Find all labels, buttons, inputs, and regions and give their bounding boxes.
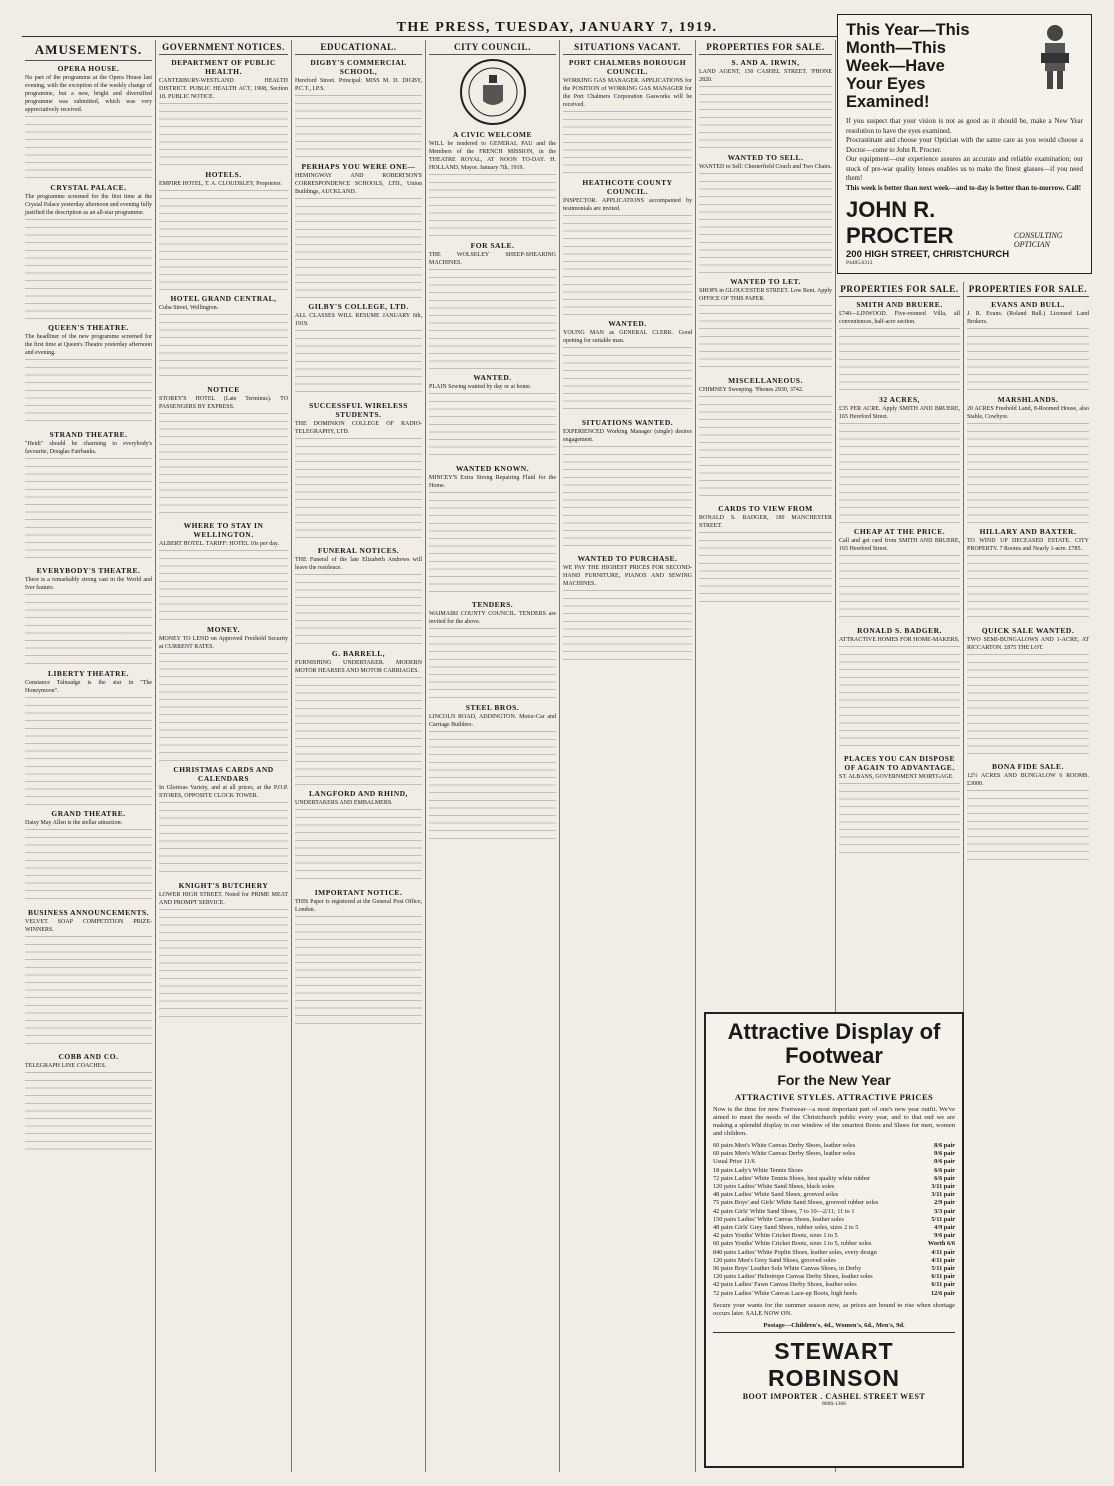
small-print-texture — [295, 681, 422, 786]
ad-title: SMITH AND BRUERE. — [856, 300, 943, 309]
ad-body: LAND AGENT, 150 CASHEL STREET. 'PHONE 2820. — [699, 68, 832, 87]
item-name: 48 pairs Ladies' White Sand Shoes, grooved soles — [713, 1191, 839, 1199]
item-price: Worth 6/6 — [927, 1240, 955, 1248]
ad-body: £740—LINWOOD. Five-roomed Villa, all conveniences, half-acre section. — [839, 310, 960, 329]
ad-title: FUNERAL NOTICES. — [317, 546, 400, 555]
ad-body: ST. ALBANS, GOVERNMENT MORTGAGE. — [839, 773, 960, 784]
ad-title: WHERE TO STAY IN WELLINGTON. — [183, 521, 264, 539]
ad-title: LIBERTY THEATRE. — [48, 669, 129, 678]
ad-body: FURNISHING UNDERTAKER. MODERN MOTOR HEARSES AND MOTOR CARRIAGES. — [295, 659, 422, 678]
column-government-notices — [156, 40, 292, 1472]
ad-title: NOTICE — [207, 385, 240, 394]
small-print-texture — [295, 334, 422, 398]
item-name: 840 pairs Ladies' White Poplin Shoes, leather soles, every design — [713, 1248, 877, 1256]
small-print-texture — [159, 913, 288, 1022]
small-print-texture — [563, 351, 692, 415]
ad-title: WANTED KNOWN. — [455, 464, 530, 473]
section-heading: SITUATIONS VACANT. — [563, 42, 692, 55]
item-name: 42 pairs Youths' White Cricket Boots, sizes 1 to 5 — [713, 1232, 838, 1240]
ad-body: INSPECTOR. APPLICATIONS accompanied by testimonials are invited. — [563, 197, 692, 216]
price-list-item — [713, 1199, 955, 1207]
small-print-texture — [429, 735, 556, 840]
ad-body: THE Funeral of the late Elizabeth Andrews will leave the residence. — [295, 556, 422, 575]
item-name: 18 pairs Lady's White Tennis Shoes — [713, 1166, 803, 1174]
ad-title: WANTED. — [608, 319, 647, 328]
ad-body: CHIMNEY Sweeping. 'Phones 2930, 3742. — [699, 386, 832, 397]
small-print-texture — [563, 450, 692, 551]
ad-title: HILLARY AND BAXTER. — [979, 527, 1077, 536]
ad-title: SUCCESSFUL WIRELESS STUDENTS. — [309, 401, 408, 419]
footwear-postage: Postage—Children's, 4d., Women's, 6d., Men's, 9d. — [763, 1321, 905, 1329]
column-properties-3 — [964, 282, 1092, 1472]
footwear-brand: STEWART ROBINSON — [768, 1337, 900, 1391]
small-print-texture — [429, 632, 556, 700]
procter-address: 200 HIGH STREET, CHRISTCHURCH — [846, 249, 1010, 260]
ad-title: S. AND A. IRWIN, — [731, 58, 800, 67]
ad-body: EXPERIENCED Working Manager (single) desires engagement. — [563, 428, 692, 447]
ad-body: TELEGRAPH LINE COACHES. — [25, 1062, 152, 1073]
price-list-item — [713, 1175, 955, 1183]
small-print-texture — [25, 120, 152, 180]
ad-body: THIS Paper is registered at the General Post Office, London. — [295, 898, 422, 917]
ad-title: TENDERS. — [471, 600, 514, 609]
small-print-texture — [563, 115, 692, 175]
item-price: 2/9 pair — [934, 1199, 955, 1207]
ad-title: HEATHCOTE COUNTY COUNCIL. — [582, 178, 673, 196]
footwear-ad — [704, 1012, 964, 1468]
ad-title: GILBY'S COLLEGE, LTD. — [308, 302, 409, 311]
column-city-council — [426, 40, 560, 1472]
headline-line: Your Eyes — [846, 75, 926, 93]
column-content — [429, 130, 556, 840]
item-price: 4/9 pair — [934, 1224, 955, 1232]
ad-body: Hereford Street. Principal: MISS M. D. DIGBY, P.C.T., I.P.S. — [295, 77, 422, 96]
ad-title: GRAND THEATRE. — [51, 809, 126, 818]
item-name: 120 pairs Men's Grey Sand Shoes, grooved soles — [713, 1256, 836, 1264]
ad-body: 12½ ACRES AND BUNGALOW 6 ROOMS. £3000. — [967, 772, 1089, 791]
ad-body: 20 ACRES Freehold Land, 8-Roomed House, also Stable, Cowbyre. — [967, 405, 1089, 424]
small-print-texture — [563, 594, 692, 662]
column-content — [159, 58, 288, 1022]
ad-title: SITUATIONS WANTED. — [581, 418, 674, 427]
headline-line: Month—This — [846, 39, 946, 57]
ad-title: LANGFORD AND RHIND, — [309, 789, 408, 798]
footwear-tagline: ATTRACTIVE STYLES. ATTRACTIVE PRICES — [734, 1092, 934, 1102]
small-print-texture — [839, 650, 960, 751]
divider — [713, 1332, 955, 1333]
small-print-texture — [25, 363, 152, 427]
item-name: 120 pairs Ladies' White Sand Shoes, black soles — [713, 1183, 835, 1191]
price-list-item — [713, 1273, 955, 1281]
price-list-item — [713, 1183, 955, 1191]
footwear-note: Secure your wants for the summer season now, as prices are bound to rise when shortage occurs later. SALE NOW ON. — [713, 1301, 955, 1317]
ad-body: MINCEY'S Extra Strong Repairing Fluid for the Home. — [429, 474, 556, 493]
small-print-texture — [25, 940, 152, 1049]
city-seal-icon — [458, 57, 528, 127]
section-heading: GOVERNMENT NOTICES. — [159, 42, 288, 55]
price-list-item — [713, 1216, 955, 1224]
price-list-item — [713, 1257, 955, 1265]
ad-title: DIGBY'S COMMERCIAL SCHOOL, — [310, 58, 407, 76]
column-content — [839, 300, 960, 855]
ad-title: EVANS AND BULL. — [991, 300, 1065, 309]
ad-title: 32 ACRES, — [879, 395, 920, 404]
small-print-texture — [295, 813, 422, 885]
procter-title: CONSULTING OPTICIAN — [1013, 231, 1063, 249]
column-properties-2 — [836, 282, 964, 1012]
price-list-item — [713, 1232, 955, 1240]
item-name: 42 pairs Girls' White Sand Shoes, 7 to 10—2/11; 11 to 1 — [713, 1207, 855, 1215]
ad-body: WE PAY THE HIGHEST PRICES FOR SECOND-HAND FURNITURE, PIANOS AND SEWING MACHINES. — [563, 564, 692, 591]
column-educational — [292, 40, 426, 1472]
ad-body: CANTERBURY-WESTLAND HEALTH DISTRICT. PUBLIC HEALTH ACT, 1908, Section 18. PUBLIC NOTICE. — [159, 77, 288, 104]
ad-title: WANTED. — [473, 373, 512, 382]
procter-paragraph: Procrastinate and choose your Optician with the same care as you would choose a Doctor—come to John R. Procter. — [846, 136, 1083, 154]
ad-body: VELVET SOAP COMPETITION PRIZE-WINNERS. — [25, 918, 152, 937]
small-print-texture — [429, 273, 556, 370]
footwear-brand-sub: BOOT IMPORTER . CASHEL STREET WEST — [742, 1391, 926, 1401]
ad-title: RONALD S. BADGER. — [857, 626, 942, 635]
item-name: Usual Price 11/6 — [713, 1158, 755, 1166]
small-print-texture — [159, 554, 288, 622]
item-price: 4/11 pair — [931, 1256, 955, 1264]
column-situations-vacant — [560, 40, 696, 1472]
footwear-title: Attractive Display of Footwear — [727, 1019, 941, 1068]
price-list-item — [713, 1290, 955, 1298]
small-print-texture — [25, 462, 152, 563]
price-list-item — [713, 1265, 955, 1273]
ad-body: Constance Talmadge is the star in "The Honeymoon". — [25, 679, 152, 698]
ad-body: WILL be tendered to GENERAL PAU and the Members of the FRENCH MISSION, in the THEATRE ROYAL, AT NOON TO-DAY. H. HOLLAND, Mayor. January 7th, 1919. — [429, 140, 556, 175]
ad-body: ALL CLASSES WILL RESUME JANUARY 6th, 1919. — [295, 312, 422, 331]
ad-body: ALBERT HOTEL. TARIFF: HOTEL 10s per day. — [159, 540, 288, 551]
item-price: 6/11 pair — [931, 1273, 955, 1281]
small-print-texture — [967, 427, 1089, 524]
small-print-texture — [429, 496, 556, 597]
procter-optician-ad — [837, 14, 1092, 274]
ad-title: HOTEL GRAND CENTRAL, — [170, 294, 277, 303]
item-price: 5/11 pair — [931, 1215, 955, 1223]
price-list-item — [713, 1240, 955, 1248]
item-price: 12/6 pair — [931, 1289, 955, 1297]
small-print-texture — [159, 657, 288, 762]
ad-body: LINCOLN ROAD, ADDINGTON. Motor-Car and Carriage Builders. — [429, 713, 556, 732]
price-list-item — [713, 1142, 955, 1150]
footwear-price-list — [713, 1142, 955, 1298]
small-print-texture — [295, 442, 422, 543]
item-name: 150 pairs Ladies' White Canvas Shoes, leather soles — [713, 1215, 844, 1223]
small-print-texture — [839, 787, 960, 855]
ad-title: EVERYBODY'S THEATRE. — [36, 566, 141, 575]
item-price: 9/6 pair — [934, 1150, 955, 1158]
masthead-title: THE PRESS, TUESDAY, JANUARY 7, 1919. — [396, 20, 718, 35]
ad-body: STOREY'S HOTEL (Late Terminus). TO PASSENGERS BY EXPRESS. — [159, 395, 288, 414]
ad-title: QUICK SALE WANTED. — [981, 626, 1075, 635]
item-price: 4/11 pair — [931, 1248, 955, 1256]
ad-code: P4485.6313 — [846, 260, 873, 266]
item-price: 8/6 pair — [934, 1142, 955, 1149]
section-heading: EDUCATIONAL. — [295, 42, 422, 55]
small-print-texture — [967, 559, 1089, 623]
ad-title: G. BARRELL, — [331, 649, 386, 658]
footwear-intro: Now is the time for new Footwear—a most important part of one's new year outfit. We've aimed to meet the needs of the Christchurch public every year, and to that end we are making a splendid display in our window of the smartest Boots and Shoes for men, women and children. — [713, 1106, 955, 1137]
ad-body: WORKING GAS MANAGER. APPLICATIONS for the POSITION of WORKING GAS MANAGER for the Port Chalmers Corporation Gasworks will be received. — [563, 77, 692, 112]
ad-body: YOUNG MAN as GENERAL CLERK. Good opening for suitable man. — [563, 329, 692, 348]
small-print-texture — [429, 397, 556, 461]
ad-body: SHOPS in GLOUCESTER STREET. Low Rent. Apply OFFICE OF THIS PAPER. — [699, 287, 832, 306]
price-list-item — [713, 1191, 955, 1199]
item-name: 72 pairs Ladies' White Canvas Lace-up Boots, high heels — [713, 1289, 857, 1297]
section-heading: PROPERTIES FOR SALE. — [967, 284, 1089, 297]
small-print-texture — [295, 578, 422, 646]
ad-title: STEEL BROS. — [465, 703, 520, 712]
ad-title: A CIVIC WELCOME — [452, 130, 533, 139]
procter-paragraph: This week is better than next week—and to-day is better than to-morrow. Call! — [846, 183, 1082, 192]
ad-title: CARDS TO VIEW FROM — [718, 504, 813, 513]
procter-body — [846, 117, 1083, 193]
ad-title: CHRISTMAS CARDS AND CALENDARS — [173, 765, 274, 783]
small-print-texture — [159, 107, 288, 167]
item-name: 75 pairs Boys' and Girls' White Sand Shoes, grooved rubber soles — [713, 1199, 879, 1207]
ad-title: STRAND THEATRE. — [49, 430, 128, 439]
price-list-item — [713, 1150, 955, 1158]
ad-title: CHEAP AT THE PRICE. — [853, 527, 946, 536]
ad-body: There is a remarkably strong cast in the World and Iver feature. — [25, 576, 152, 595]
price-list-item — [713, 1281, 955, 1289]
item-name: 60 pairs Men's White Canvas Derby Shoes, leather soles — [713, 1150, 856, 1158]
ad-body: Call and get card from SMITH AND BRUERE, 165 Hereford Street. — [839, 537, 960, 556]
column-content — [25, 64, 152, 1152]
item-name: 120 pairs Ladies' Heliotrope Canvas Derby Shoes, leather soles — [713, 1273, 873, 1281]
column-content — [295, 58, 422, 1029]
ad-body: THE DOMINION COLLEGE OF RADIO-TELEGRAPHY, LTD. — [295, 420, 422, 439]
item-name: 72 pairs Ladies' White Tennis Shoes, best quality white rubber — [713, 1174, 871, 1182]
small-print-texture — [699, 177, 832, 274]
ad-title: HOTELS. — [205, 170, 242, 179]
ad-title: CRYSTAL PALACE. — [50, 183, 127, 192]
small-print-texture — [159, 806, 288, 878]
small-print-texture — [839, 332, 960, 392]
item-price: 6/6 pair — [934, 1174, 955, 1182]
ad-body: Daisy May Allen is the stellar attraction. — [25, 819, 152, 830]
small-print-texture — [563, 219, 692, 316]
small-print-texture — [159, 417, 288, 518]
small-print-texture — [967, 658, 1089, 759]
ad-body: RONALD S. BADGER, 189 MANCHESTER STREET. — [699, 514, 832, 533]
procter-name: JOHN R. PROCTER — [846, 197, 954, 248]
ad-body: No part of the programme at the Opera House last evening, with the exception of the weekly change of programme, but a new, bright and diversified programme was submitted, which was very appreciatively received. — [25, 74, 152, 117]
ad-body: ATTRACTIVE HOMES FOR HOME-MAKERS. — [839, 636, 960, 647]
ad-title: PORT CHALMERS BOROUGH COUNCIL. — [568, 58, 687, 76]
ad-body: HEMINGWAY AND ROBERTSON'S CORRESPONDENCE SCHOOLS, LTD., Union Buildings, AUCKLAND. — [295, 172, 422, 199]
column-content — [563, 58, 692, 662]
price-list-item — [713, 1224, 955, 1232]
item-price: 6/6 pair — [934, 1166, 955, 1174]
ad-title: BONA FIDE SALE. — [992, 762, 1064, 771]
ad-body: "Heidi" should be charming to everybody's favourite, Douglas Fairbanks. — [25, 440, 152, 459]
ad-body: In Glorious Variety, and at all prices, at the P.O.P. STORES, OPPOSITE CLOCK TOWER. — [159, 784, 288, 803]
ad-body: PLAIN Sewing wanted by day or at home. — [429, 383, 556, 394]
ad-title: MONEY. — [207, 625, 240, 634]
ad-body: TWO SEMI-BUNGALOWS AND 1-ACRE, AT RICCARTON. £875 THE LOT. — [967, 636, 1089, 655]
ad-body: £35 PER ACRE. Apply SMITH AND BRUERE, 165 Hereford Street. — [839, 405, 960, 424]
ad-title: BUSINESS ANNOUNCEMENTS. — [27, 908, 150, 917]
section-heading: PROPERTIES FOR SALE. — [839, 284, 960, 297]
ad-body: MONEY TO LEND on Approved Freehold Security at CURRENT RATES. — [159, 635, 288, 654]
small-print-texture — [159, 194, 288, 291]
ad-title: PLACES YOU CAN DISPOSE OF AGAIN TO ADVANTAGE. — [844, 754, 955, 772]
small-print-texture — [967, 794, 1089, 862]
small-print-texture — [839, 559, 960, 623]
ad-title: FOR SALE. — [470, 241, 515, 250]
price-list-item — [713, 1208, 955, 1216]
item-price: 5/11 pair — [931, 1265, 955, 1273]
item-name: 60 pairs Youths' White Cricket Boots, sizes 1 to 5, rubber soles — [713, 1240, 872, 1248]
small-print-texture — [25, 223, 152, 320]
column-amusements — [22, 40, 156, 1472]
item-price: 3/11 pair — [931, 1191, 955, 1199]
small-print-texture — [159, 318, 288, 382]
small-print-texture — [25, 701, 152, 806]
ad-title: COBB AND CO. — [58, 1052, 119, 1061]
ad-title: MARSHLANDS. — [997, 395, 1059, 404]
ad-code: 8606-1366 — [822, 1400, 846, 1407]
item-name: 60 pairs Men's White Canvas Derby Shoes, leather soles — [713, 1142, 856, 1149]
small-print-texture — [967, 332, 1089, 392]
section-heading: PROPERTIES FOR SALE. — [699, 42, 832, 55]
small-print-texture — [25, 833, 152, 905]
small-print-texture — [295, 99, 422, 159]
small-print-texture — [429, 178, 556, 238]
item-name: 96 pairs Boys' Leather Sole White Canvas Shoes, in Derby — [713, 1265, 862, 1273]
small-print-texture — [25, 1076, 152, 1152]
small-print-texture — [699, 90, 832, 150]
ad-body: The programme screened for the first time at the Crystal Palace yesterday afternoon and evening fully justified the description as an all-star programme. — [25, 193, 152, 220]
price-list-item — [713, 1249, 955, 1257]
ad-title: WANTED TO PURCHASE. — [577, 554, 678, 563]
ad-title: PERHAPS YOU WERE ONE— — [301, 162, 416, 171]
ad-title: KNIGHT'S BUTCHERY — [178, 881, 269, 890]
ad-body: THE WOLSELEY SHEEP-SHEARING MACHINES. — [429, 251, 556, 270]
ad-title: OPERA HOUSE. — [57, 64, 120, 73]
ad-body: TO WIND UP DECEASED ESTATE. CITY PROPERTY. 7 Rooms and Nearly 1-acre. £785. — [967, 537, 1089, 556]
item-price: 9/6 pair — [934, 1232, 955, 1240]
item-price: 3/3 pair — [934, 1207, 955, 1215]
ad-title: DEPARTMENT OF PUBLIC HEALTH. — [171, 58, 276, 76]
ad-body: Cuba Street, Wellington. — [159, 304, 288, 315]
footwear-subtitle: For the New Year — [777, 1072, 891, 1088]
ad-title: QUEEN'S THEATRE. — [48, 323, 129, 332]
small-print-texture — [699, 536, 832, 604]
column-content — [967, 300, 1089, 862]
section-heading: AMUSEMENTS. — [25, 42, 152, 61]
headline-line: Examined! — [846, 93, 930, 111]
ad-title: MISCELLANEOUS. — [728, 376, 803, 385]
man-figure-icon — [1031, 23, 1079, 91]
item-name: 48 pairs Girls' Grey Sand Shoes, rubber soles, sizes 2 to 5 — [713, 1224, 859, 1232]
ad-body: J. R. Evans. (Roland Bull.) Licensed Land Brokers. — [967, 310, 1089, 329]
item-name: 42 pairs Ladies' Fawn Canvas Derby Shoes, leather soles — [713, 1281, 857, 1289]
ad-body: WAIMAIRI COUNTY COUNCIL. TENDERS are invited for the above. — [429, 610, 556, 629]
column-content — [699, 58, 832, 604]
small-print-texture — [699, 309, 832, 373]
headline-line: This Year—This — [846, 21, 970, 39]
ad-title: IMPORTANT NOTICE. — [314, 888, 403, 897]
ad-title: WANTED TO SELL. — [727, 153, 804, 162]
ad-body: LOWER HIGH STREET. Noted for PRIME MEAT AND PROMPT SERVICE. — [159, 891, 288, 910]
ad-body: WANTED to Sell: Chesterfield Couch and Two Chairs. — [699, 163, 832, 174]
ad-body: EMPIRE HOTEL, T. A. CLOUDSLEY, Proprietor. — [159, 180, 288, 191]
price-list-item — [713, 1167, 955, 1175]
ad-body: UNDERTAKERS AND EMBALMERS. — [295, 799, 422, 810]
procter-paragraph: If you suspect that your vision is not as good as it should be, make a New Year resolution to have the eyes examined. — [846, 117, 1083, 135]
item-price: 3/11 pair — [931, 1183, 955, 1191]
headline-line: Week—Have — [846, 57, 945, 75]
procter-paragraph: Our equipment—our experience assures an accurate and reliable examination; our stock of pre-war quality lenses enables us to make the finest glasses—if you need them! — [846, 155, 1083, 182]
ad-body: The headliner of the new programme screened for the first time at Queen's Theatre yesterday afternoon and evening. — [25, 333, 152, 360]
ad-title: WANTED TO LET. — [730, 277, 801, 286]
item-price: 9/6 pair — [934, 1158, 955, 1166]
small-print-texture — [839, 427, 960, 524]
small-print-texture — [25, 598, 152, 666]
small-print-texture — [295, 920, 422, 1029]
item-price: 6/11 pair — [931, 1281, 955, 1289]
small-print-texture — [699, 400, 832, 501]
price-list-item — [713, 1158, 955, 1166]
small-print-texture — [295, 202, 422, 299]
section-heading: CITY COUNCIL. — [429, 42, 556, 55]
